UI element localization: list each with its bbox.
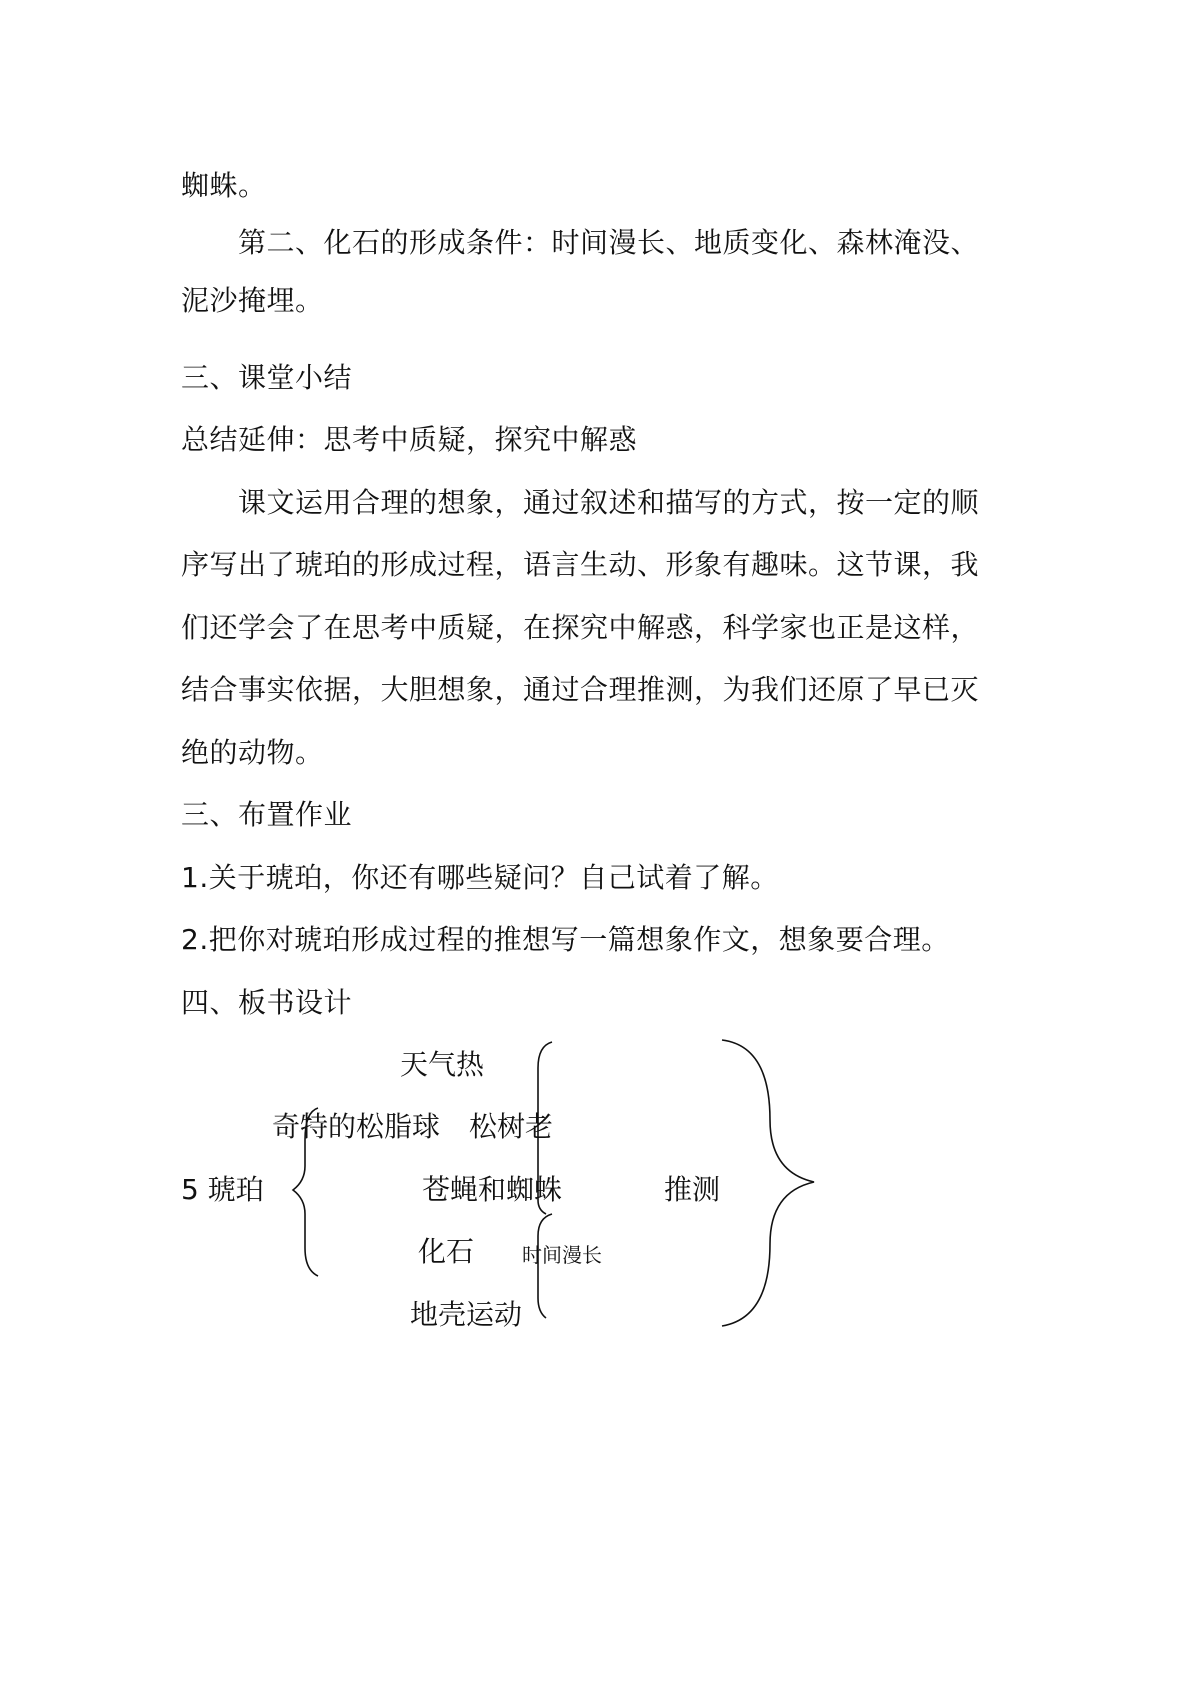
- section-heading: 四、板书设计: [181, 986, 353, 1019]
- paragraph-line: 课文运用合理的想象，通过叙述和描写的方式，按一定的顺: [238, 486, 980, 519]
- paragraph-line: 们还学会了在思考中质疑，在探究中解惑，科学家也正是这样，: [181, 611, 980, 644]
- board-lesson-title: 5 琥珀: [181, 1173, 264, 1206]
- paragraph-line: 第二、化石的形成条件：时间漫长、地质变化、森林淹没、: [238, 226, 980, 259]
- homework-item: 2.把你对琥珀形成过程的推想写一篇想象作文，想象要合理。: [181, 923, 950, 956]
- paragraph-line: 蜘蛛。: [181, 169, 267, 202]
- paragraph-line: 总结延伸：思考中质疑，探究中解惑: [181, 423, 638, 456]
- board-old-pine: 松树老: [469, 1110, 554, 1143]
- board-resin-ball: 奇特的松脂球: [272, 1110, 441, 1143]
- left-brace: [293, 1108, 318, 1276]
- paragraph-line: 序写出了琥珀的形成过程，语言生动、形象有趣味。这节课，我: [181, 548, 980, 581]
- section-heading: 三、布置作业: [181, 798, 353, 831]
- paragraph-line: 绝的动物。: [181, 736, 324, 769]
- paragraph-line: 泥沙掩埋。: [181, 284, 324, 317]
- homework-item: 1.关于琥珀，你还有哪些疑问？自己试着了解。: [181, 861, 779, 894]
- board-weather: 天气热: [400, 1048, 485, 1081]
- section-heading: 三、课堂小结: [181, 361, 353, 394]
- board-fly-spider: 苍蝇和蜘蛛: [422, 1173, 563, 1206]
- board-fossil: 化石: [418, 1235, 475, 1268]
- paragraph-line: 结合事实依据，大胆想象，通过合理推测，为我们还原了早已灭: [181, 673, 980, 706]
- lower-middle-brace: [538, 1214, 552, 1318]
- board-inference: 推测: [664, 1173, 721, 1206]
- board-crust-movement: 地壳运动: [410, 1298, 523, 1331]
- right-brace: [722, 1040, 814, 1326]
- upper-middle-brace: [538, 1042, 552, 1214]
- board-long-time: 时间漫长: [522, 1243, 602, 1267]
